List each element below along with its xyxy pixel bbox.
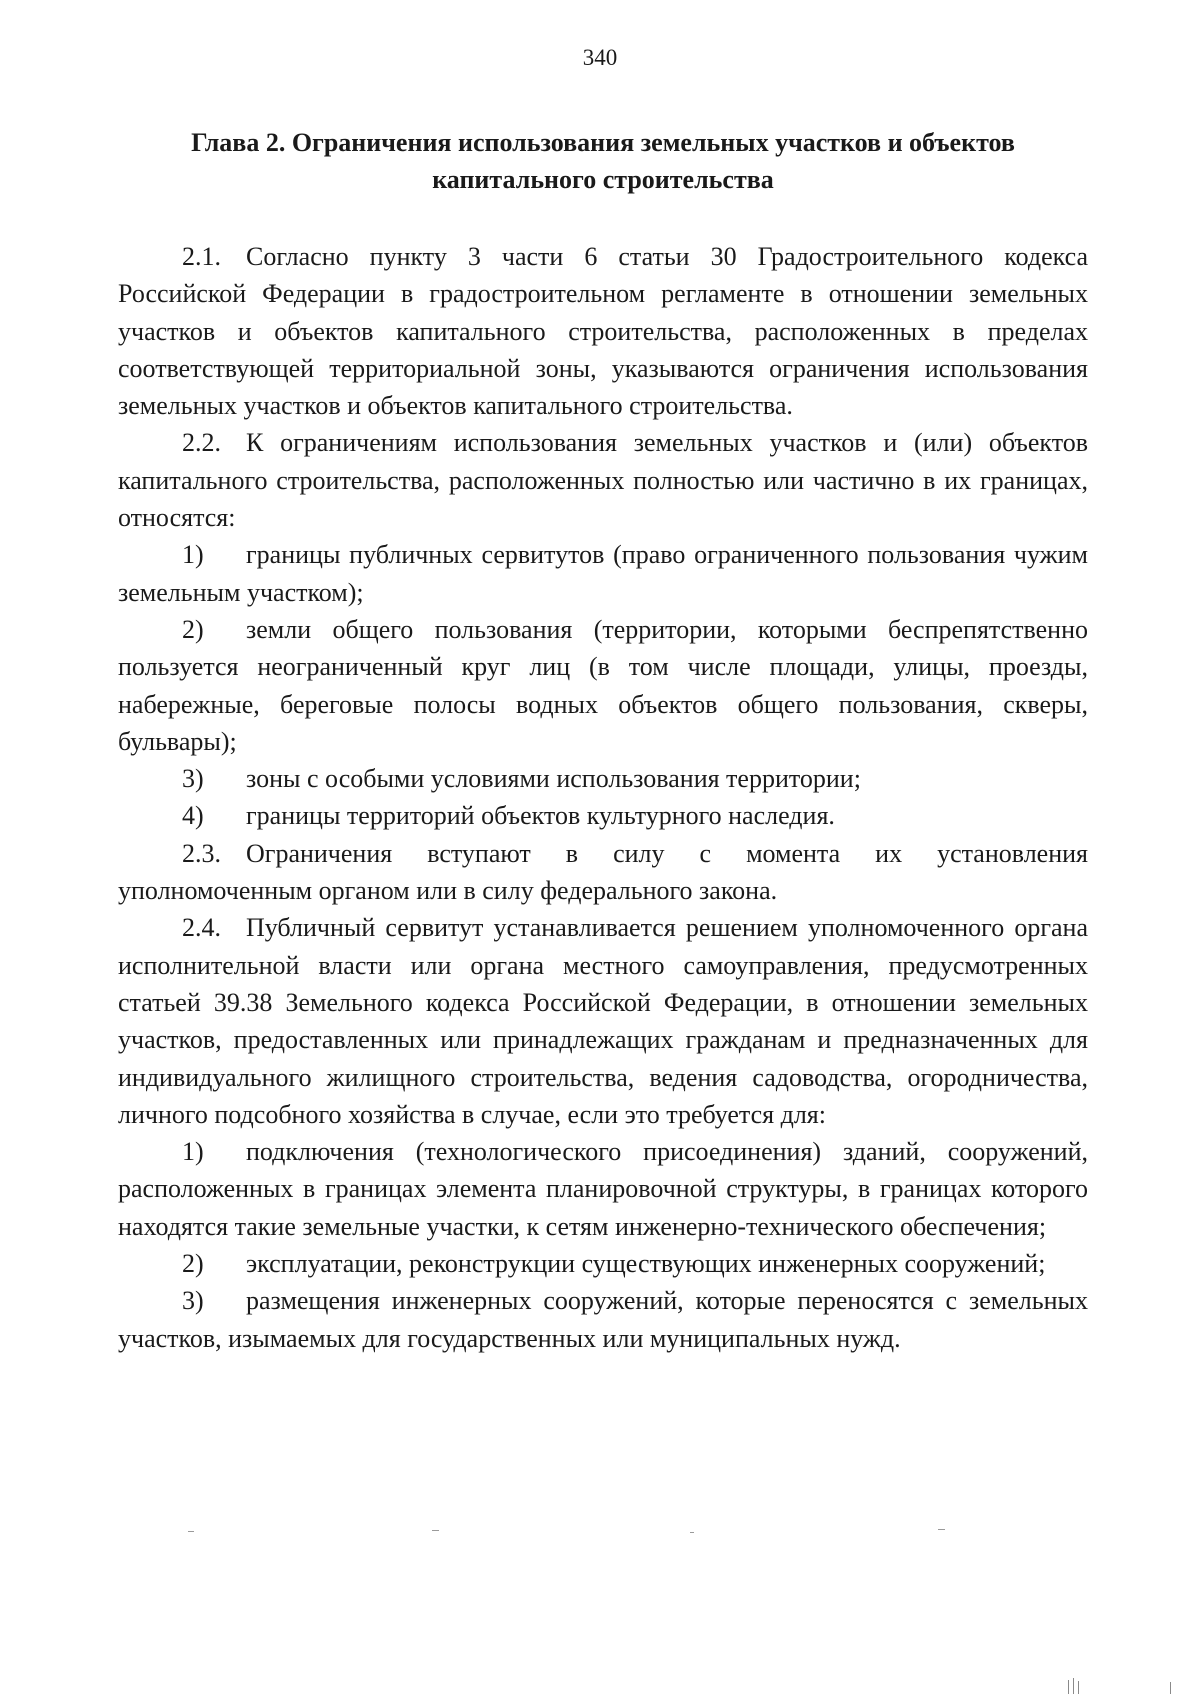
- paragraph-text: Согласно пункту 3 части 6 статьи 30 Градостроительного кодекса Российской Федерации в градостроительном регламенте в отношении земельных участков и объектов капитального строительства, расположенных в пределах соответствующей территориальной зоны, указываются ограничения использования земельных участков и объектов капитального строительства.: [118, 242, 1088, 421]
- paragraph-2-4: [118, 909, 1088, 1133]
- body-text: [118, 238, 1088, 1357]
- paragraph-2-3: [118, 835, 1088, 910]
- list-item-text: размещения инженерных сооружений, которые переносятся с земельных участков, изымаемых для государственных или муниципальных нужд.: [118, 1286, 1088, 1353]
- list-item-text: границы территорий объектов культурного наследия.: [246, 801, 835, 831]
- paragraph-number: 2.2.: [182, 428, 221, 458]
- list-item-2-4-2: [118, 1245, 1088, 1282]
- scan-artifact: [690, 1532, 694, 1533]
- list-item-text: границы публичных сервитутов (право ограниченного пользования чужим земельным участком);: [118, 540, 1088, 607]
- list-item-number: 3): [182, 764, 204, 794]
- paragraph-number: 2.3.: [182, 838, 221, 868]
- list-item-number: 4): [182, 801, 204, 831]
- list-item-number: 2): [182, 1249, 204, 1279]
- paragraph-text: Публичный сервитут устанавливается решением уполномоченного органа исполнительной власти или органа местного самоуправления, предусмотренных статьей 39.38 Земельного кодекса Российской Федерации, в отношении земельных участков, предоставленных или принадлежащих гражданам и предназначенных для индивидуального жилищного строительства, ведения садоводства, огородничества, личного подсобного хозяйства в случае, если это требуется для:: [118, 913, 1088, 1129]
- list-item-2-4-3: [118, 1282, 1088, 1357]
- list-item-number: 2): [182, 614, 204, 644]
- scan-artifact: [1170, 1682, 1171, 1694]
- scan-artifact: [938, 1529, 945, 1530]
- list-item-2-2-3: [118, 760, 1088, 797]
- scan-artifact: [1073, 1678, 1074, 1694]
- list-item-2-2-4: [118, 797, 1088, 834]
- paragraph-text: Ограничения вступают в силу с момента их установления уполномоченным органом или в силу федерального закона.: [118, 838, 1088, 906]
- scan-artifact: [188, 1531, 194, 1532]
- list-item-number: 1): [182, 1137, 204, 1167]
- list-item-text: земли общего пользования (территории, которыми беспрепятственно пользуется неограниченный круг лиц (в том числе площади, улицы, проезды, набережные, береговые полосы водных объектов общего пользования, скверы, бульвары);: [118, 614, 1088, 756]
- list-item-2-4-1: [118, 1133, 1088, 1245]
- page-number: 340: [582, 45, 618, 70]
- scan-artifact: [1078, 1681, 1079, 1694]
- list-item-2-2-1: [118, 536, 1088, 611]
- scan-artifact: [432, 1530, 439, 1531]
- list-item-2-2-2: [118, 611, 1088, 760]
- scan-artifact: [1068, 1680, 1069, 1694]
- paragraph-text: К ограничениям использования земельных участков и (или) объектов капитального строительства, расположенных полностью или частично в их границах, относятся:: [118, 428, 1088, 533]
- paragraph-2-1: [118, 238, 1088, 424]
- paragraph-number: 2.1.: [182, 242, 221, 271]
- paragraph-2-2: [118, 424, 1088, 536]
- list-item-number: 3): [182, 1286, 204, 1316]
- list-item-text: зоны с особыми условиями использования территории;: [246, 764, 861, 794]
- list-item-text: эксплуатации, реконструкции существующих инженерных сооружений;: [246, 1249, 1046, 1279]
- paragraph-number: 2.4.: [182, 913, 221, 943]
- chapter-title: Глава 2. Ограничения использования земельных участков и объектов капитального строительства: [191, 128, 1015, 194]
- list-item-number: 1): [182, 540, 204, 570]
- list-item-text: подключения (технологического присоединения) зданий, сооружений, расположенных в границах элемента планировочной структуры, в границах которого находятся такие земельные участки, к сетям инженерно-технического обеспечения;: [118, 1137, 1088, 1241]
